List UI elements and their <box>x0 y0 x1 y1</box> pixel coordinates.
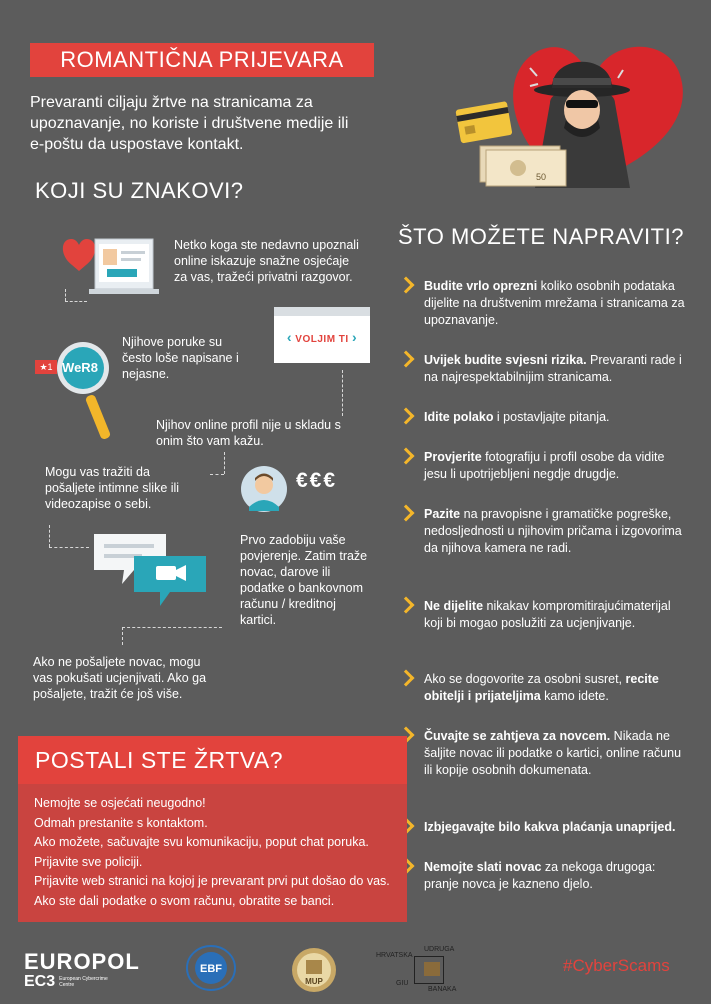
banknotes-icon <box>480 146 566 186</box>
chevron-right-icon <box>398 505 415 522</box>
euro-signs: €€€ <box>296 469 338 492</box>
list-item: Odmah prestanite s kontaktom. <box>34 815 208 830</box>
svg-text:50: 50 <box>536 172 547 182</box>
scammer-heart-illustration <box>440 28 702 200</box>
mup-police-logo <box>290 944 338 996</box>
action-item: Provjerite fotografiju i profil osobe da vidite jesu li upotrijebljeni negdje drugdje. <box>424 449 686 483</box>
action-item: Izbjegavajte bilo kakva plaćanja unaprijed. <box>424 819 686 836</box>
svg-text:MUP: MUP <box>305 977 323 986</box>
hashtag: #CyberScams <box>563 956 670 975</box>
magnifier-text: WeR8 <box>62 360 98 375</box>
action-item: Pazite na pravopisne i gramatičke pogreške, nedosljednosti u njihovim pričama i izgovorima da njihova kamera ne radi. <box>424 506 686 557</box>
action-item: Budite vrlo oprezni koliko osobnih podataka dijelite na društvenim mrežama i stranicama za upoznavanje. <box>424 278 686 329</box>
connector-line <box>49 525 50 547</box>
magnifier-icon <box>55 340 115 445</box>
action-item: Čuvajte se zahtjeva za novcem. Nikada ne šaljite novac ili podatke o kartici, online računu ili kopije osobnih dokumenata. <box>424 728 686 779</box>
browser-window <box>274 307 370 363</box>
list-item: Prijavite web stranici na kojoj je prevarant prvi put došao do vas. <box>34 874 390 888</box>
action-item: Nemojte slati novac za nekoga drugoga: pranje novca je kazneno djelo. <box>424 859 686 893</box>
connector-line <box>210 474 224 475</box>
europol-logo: EUROPOL EC3 European Cybercrime Centre <box>24 949 140 990</box>
chevron-right-icon: › <box>351 329 358 345</box>
chevron-right-icon <box>398 277 415 294</box>
connector-line <box>122 627 123 645</box>
list-item: Nemojte se osjećati neugodno! <box>34 796 206 810</box>
hub-logo: HRVATSKA UDRUGA GIU BANAKA <box>376 946 457 993</box>
credit-card-icon <box>455 101 512 144</box>
sign-text-1: Netko koga ste nedavno upoznali online iskazuje snažne osjećaje za vas, tražeći privatni razgovor. <box>174 238 359 284</box>
chevron-right-icon <box>398 408 415 425</box>
love-button-text: VOLJIM TI <box>295 334 349 345</box>
connector-line <box>122 627 222 628</box>
rating-badge: ★1 <box>35 360 57 374</box>
intro-text: Prevaranti ciljaju žrtve na stranicama za upoznavanje, no koriste i društvene medije ili e-poštu da uspostave kontakt. <box>30 94 349 153</box>
signs-heading: KOJI SU ZNAKOVI? <box>35 178 244 203</box>
action-item: Uvijek budite svjesni rizika. Prevaranti rade i na najrespektabilnijim stranicama. <box>424 352 686 386</box>
laptop-profile-illustration <box>55 233 160 303</box>
page-title: ROMANTIČNA PRIJEVARA <box>60 47 344 72</box>
ebf-logo <box>185 944 241 996</box>
list-item: Prijavite sve policiji. <box>34 854 143 869</box>
avatar <box>240 465 288 513</box>
chevron-right-icon <box>398 351 415 368</box>
action-item: Ne dijelite nikakav kompromitirajućimaterijal koji bi mogao poslužiti za ucjenjivanje. <box>424 598 686 632</box>
action-item: Idite polako i postavljajte pitanja. <box>424 409 686 426</box>
connector-line <box>49 547 89 548</box>
title-banner <box>30 43 374 77</box>
victim-panel <box>18 784 407 922</box>
chat-bubbles-icon <box>90 530 215 608</box>
video-camera-icon <box>156 566 176 580</box>
list-item: Ako ste dali podatke o svom računu, obratite se banci. <box>34 893 335 908</box>
connector-line <box>224 452 225 474</box>
heart-icon <box>63 239 95 271</box>
sign-text-5: Prvo zadobiju vaše povjerenje. Zatim traže novac, darove ili podatke o bankovnom računu / kreditnoj kartici. <box>240 533 368 627</box>
actions-heading: ŠTO MOŽETE NAPRAVITI? <box>398 224 684 249</box>
connector-line <box>65 301 87 302</box>
list-item: Ako možete, sačuvajte svu komunikaciju, poput chat poruka. <box>34 835 369 849</box>
chevron-right-icon <box>398 448 415 465</box>
chevron-left-icon: ‹ <box>286 329 293 345</box>
browser-toolbar <box>274 307 370 316</box>
victim-banner <box>18 736 407 784</box>
action-item: Ako se dogovorite za osobni susret, recite obitelji i prijateljima kamo idete. <box>424 671 686 705</box>
profile-photo-icon <box>103 249 117 265</box>
victim-heading: POSTALI STE ŽRTVA? <box>35 747 284 773</box>
sign-text-3: Njihov online profil nije u skladu s onim što vam kažu. <box>156 418 341 448</box>
chevron-right-icon <box>398 597 415 614</box>
sign-text-2: Njihove poruke su često loše napisane i nejasne. <box>122 335 239 381</box>
connector-line <box>342 370 343 416</box>
sign-text-6: Ako ne pošaljete novac, mogu vas pokušati ucjenjivati. Ako ga pošaljete, tražit će još više. <box>33 655 207 701</box>
victim-list <box>18 784 407 911</box>
chevron-right-icon <box>398 670 415 687</box>
sign-text-4: Mogu vas tražiti da pošaljete intimne slike ili videozapise o sebi. <box>45 465 180 511</box>
svg-text:EBF: EBF <box>200 963 222 975</box>
connector-line <box>65 289 66 301</box>
